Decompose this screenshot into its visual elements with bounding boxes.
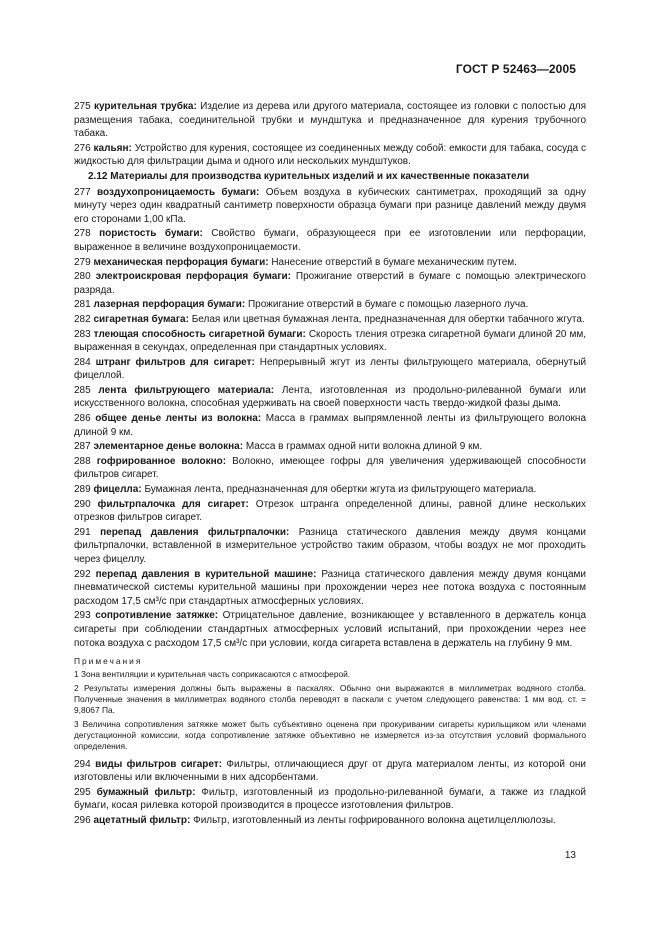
term-entry — [74, 758, 586, 785]
term-name: тлеющая способность сигаретной бумаги: — [93, 328, 306, 340]
term-number: 276 — [74, 142, 91, 154]
term-definition: Нанесение отверстий в бумаге механическим путем. — [271, 256, 517, 268]
term-number: 287 — [74, 441, 91, 453]
term-name: фицелла: — [93, 484, 142, 496]
entries-section — [74, 186, 586, 651]
entries-after — [74, 758, 586, 828]
term-number: 281 — [74, 299, 91, 311]
term-definition: Свойство бумаги, образующееся при ее изготовлении или перфорации, выраженное в величине воздухопроницаемости. — [74, 228, 587, 253]
term-name: общее денье ленты из волокна: — [95, 413, 262, 425]
term-entry — [74, 227, 586, 254]
term-number: 292 — [74, 568, 91, 580]
term-definition: Отрезок штранга определенной длины, равной длине нескольких отрезков фильтров сигарет. — [74, 498, 587, 524]
term-definition: Разница статического давления между двумя концами фильтрпалочки, вставленной в измерительное устройство таким образом, чтобы воздух не мог проходить через фицеллу. — [74, 526, 586, 565]
term-number: 290 — [74, 498, 91, 510]
term-entry — [74, 384, 586, 411]
term-definition: Прожигание отверстий в бумаге с помощью лазерного луча. — [247, 299, 529, 311]
term-name: сигаретная бумага: — [93, 313, 189, 325]
term-entry — [74, 498, 586, 525]
term-entry — [74, 186, 586, 227]
term-definition: Белая или цветная бумажная лента, предназначенная для обертки табачного жгута. — [191, 313, 585, 325]
term-entry — [74, 412, 586, 439]
term-name: гофрированное волокно: — [96, 455, 227, 467]
term-name: механическая перфорация бумаги: — [93, 256, 269, 268]
term-name: курительная трубка: — [93, 101, 197, 112]
entries-before — [74, 100, 586, 169]
term-entry — [74, 100, 586, 141]
note-item: 3 Величина сопротивления затяжке может быть субъективно оценена при прокуривании сигареты курильщиком или членами дегустационной комиссии, когда сопротивление затяжке объективно не измеряется из-за отсутствия условий формального определения. — [74, 718, 586, 752]
term-number: 280 — [74, 271, 91, 283]
term-entry — [74, 356, 586, 383]
term-entry — [74, 298, 586, 312]
notes-title: Примечания — [74, 656, 143, 667]
term-name: бумажный фильтр: — [96, 786, 196, 798]
term-number: 278 — [74, 228, 91, 240]
term-definition: Лента, изготовленная из продольно-рилеванной бумаги или искусственного волокна, способная удерживать на своей поверхности часть твердо-жидкой фазы дыма. — [74, 384, 587, 410]
term-definition: Непрерывный жгут из ленты фильтрующего материала, обернутый фицеллой. — [74, 356, 587, 382]
term-number: 284 — [74, 356, 91, 368]
term-definition: Объем воздуха в кубических сантиметрах, проходящий за одну минуту через один квадратный сантиметр поверхности образца бумаги при разнице давлений между двумя его сторонами 1,00 кПа. — [74, 186, 587, 225]
term-entry — [74, 313, 586, 327]
term-number: 289 — [74, 484, 91, 496]
term-entry — [74, 609, 586, 650]
term-name: перепад давления в курительной машине: — [95, 568, 317, 580]
term-name: электроискровая перфорация бумаги: — [95, 271, 291, 283]
term-number: 279 — [74, 256, 91, 268]
term-entry — [74, 440, 586, 454]
note-item: 1 Зона вентиляции и курительная часть соприкасаются с атмосферой. — [74, 669, 351, 680]
term-number: 275 — [74, 101, 91, 112]
term-entry — [74, 142, 586, 169]
term-definition: Изделие из дерева или другого материала, состоящее из головки с полостью для размещения табака, соединительной трубки и мундштука и предназначенное для курения трубочного табака. — [74, 101, 587, 140]
term-definition: Фильтр, изготовленный из продольно-рилеванной бумаги, а также из гладкой бумаги, косая рилевка которой производится в процессе изготовления фильтров. — [74, 786, 587, 812]
term-entry — [74, 526, 586, 567]
term-name: перепад давления фильтрпалочки: — [100, 526, 290, 538]
term-definition: Устройство для курения, состоящее из соединенных между собой: емкости для табака, сосуда с жидкостью для фильтрации дыма и одного или нескольких мундштуков. — [74, 142, 587, 168]
term-definition: Фильтр, изготовленный из ленты гофрированного волокна ацетилцеллюлозы. — [193, 814, 556, 826]
term-name: пористость бумаги: — [99, 228, 203, 240]
term-definition: Скорость тления отрезка сигаретной бумаги длиной 20 мм, выраженная в секундах, определенная при стандартных условиях. — [74, 328, 586, 354]
term-number: 277 — [74, 186, 91, 198]
term-entry — [74, 786, 586, 813]
term-number: 293 — [74, 610, 91, 622]
term-definition: Волокно, имеющее гофры для увеличения удерживающей способности фильтров сигарет. — [74, 455, 586, 481]
term-definition: Масса в граммах одной нити волокна длиной 9 км. — [245, 441, 483, 453]
term-name: элементарное денье волокна: — [93, 441, 244, 453]
term-number: 286 — [74, 413, 91, 425]
term-number: 288 — [74, 455, 91, 467]
term-name: фильтрпалочка для сигарет: — [97, 498, 249, 510]
term-name: ацетатный фильтр: — [93, 814, 191, 826]
page-content — [74, 100, 586, 829]
term-name: воздухопроницаемость бумаги: — [97, 186, 260, 198]
term-number: 285 — [74, 384, 91, 396]
term-name: кальян: — [93, 142, 132, 154]
term-definition: Отрицательное давление, возникающее у вставленного в держатель конца сигареты при соблюдении стандартных атмосферных условий испытаний, при прохождении через нее потока воздуха с расходом 17,5 см³/с при условии, когда сигарета вставлена в держатель на глубину 9 мм. — [74, 610, 587, 649]
term-number: 296 — [74, 814, 91, 826]
term-number: 282 — [74, 313, 91, 325]
term-entry — [74, 814, 586, 828]
notes-block — [74, 656, 586, 752]
notes-items — [74, 669, 586, 752]
section-title: 2.12 Материалы для производства курительных изделий и их качественные показатели — [88, 170, 530, 182]
term-name: сопротивление затяжке: — [95, 610, 219, 622]
page-number: 13 — [564, 850, 576, 861]
note-item: 2 Результаты измерения должны быть выражены в паскалях. Обычно они выражаются в миллиметрах водяного столба. Полученные значения в миллиметрах водяного столба переводят в паскали с учетом следующего равенства: 1 мм вод. ст. = 9,8067 Па. — [74, 682, 586, 716]
term-entry — [74, 483, 586, 497]
term-name: лазерная перфорация бумаги: — [93, 299, 246, 311]
term-name: лента фильтрующего материала: — [98, 384, 275, 396]
term-entry — [74, 455, 586, 482]
term-definition: Масса в граммах выпрямленной ленты из фильтрующего волокна длиной 9 км. — [74, 413, 587, 438]
term-definition: Фильтры, отличающиеся друг от друга материалом ленты, из которой они изготовлены или включенными в них адсорбентами. — [74, 758, 586, 784]
term-number: 295 — [74, 786, 91, 798]
term-definition: Разница статического давления между двумя концами пневматической системы курительной машины при прохождении через нее потока воздуха с постоянным расходом 17,5 см³/с при стандартных атмосферных условиях. — [74, 568, 586, 607]
document-number: ГОСТ Р 52463—2005 — [455, 62, 576, 76]
term-name: штранг фильтров для сигарет: — [95, 356, 255, 368]
term-number: 294 — [74, 758, 91, 770]
term-definition: Прожигание отверстий в бумаге с помощью электрического разряда. — [74, 271, 586, 296]
term-number: 283 — [74, 328, 91, 340]
term-entry — [74, 270, 586, 297]
term-entry — [74, 568, 586, 609]
term-entry — [74, 256, 586, 270]
term-name: виды фильтров сигарет: — [95, 758, 223, 770]
term-definition: Бумажная лента, предназначенная для обертки жгута из фильтрующего материала. — [144, 484, 537, 496]
term-number: 291 — [74, 526, 91, 538]
term-entry — [74, 328, 586, 355]
